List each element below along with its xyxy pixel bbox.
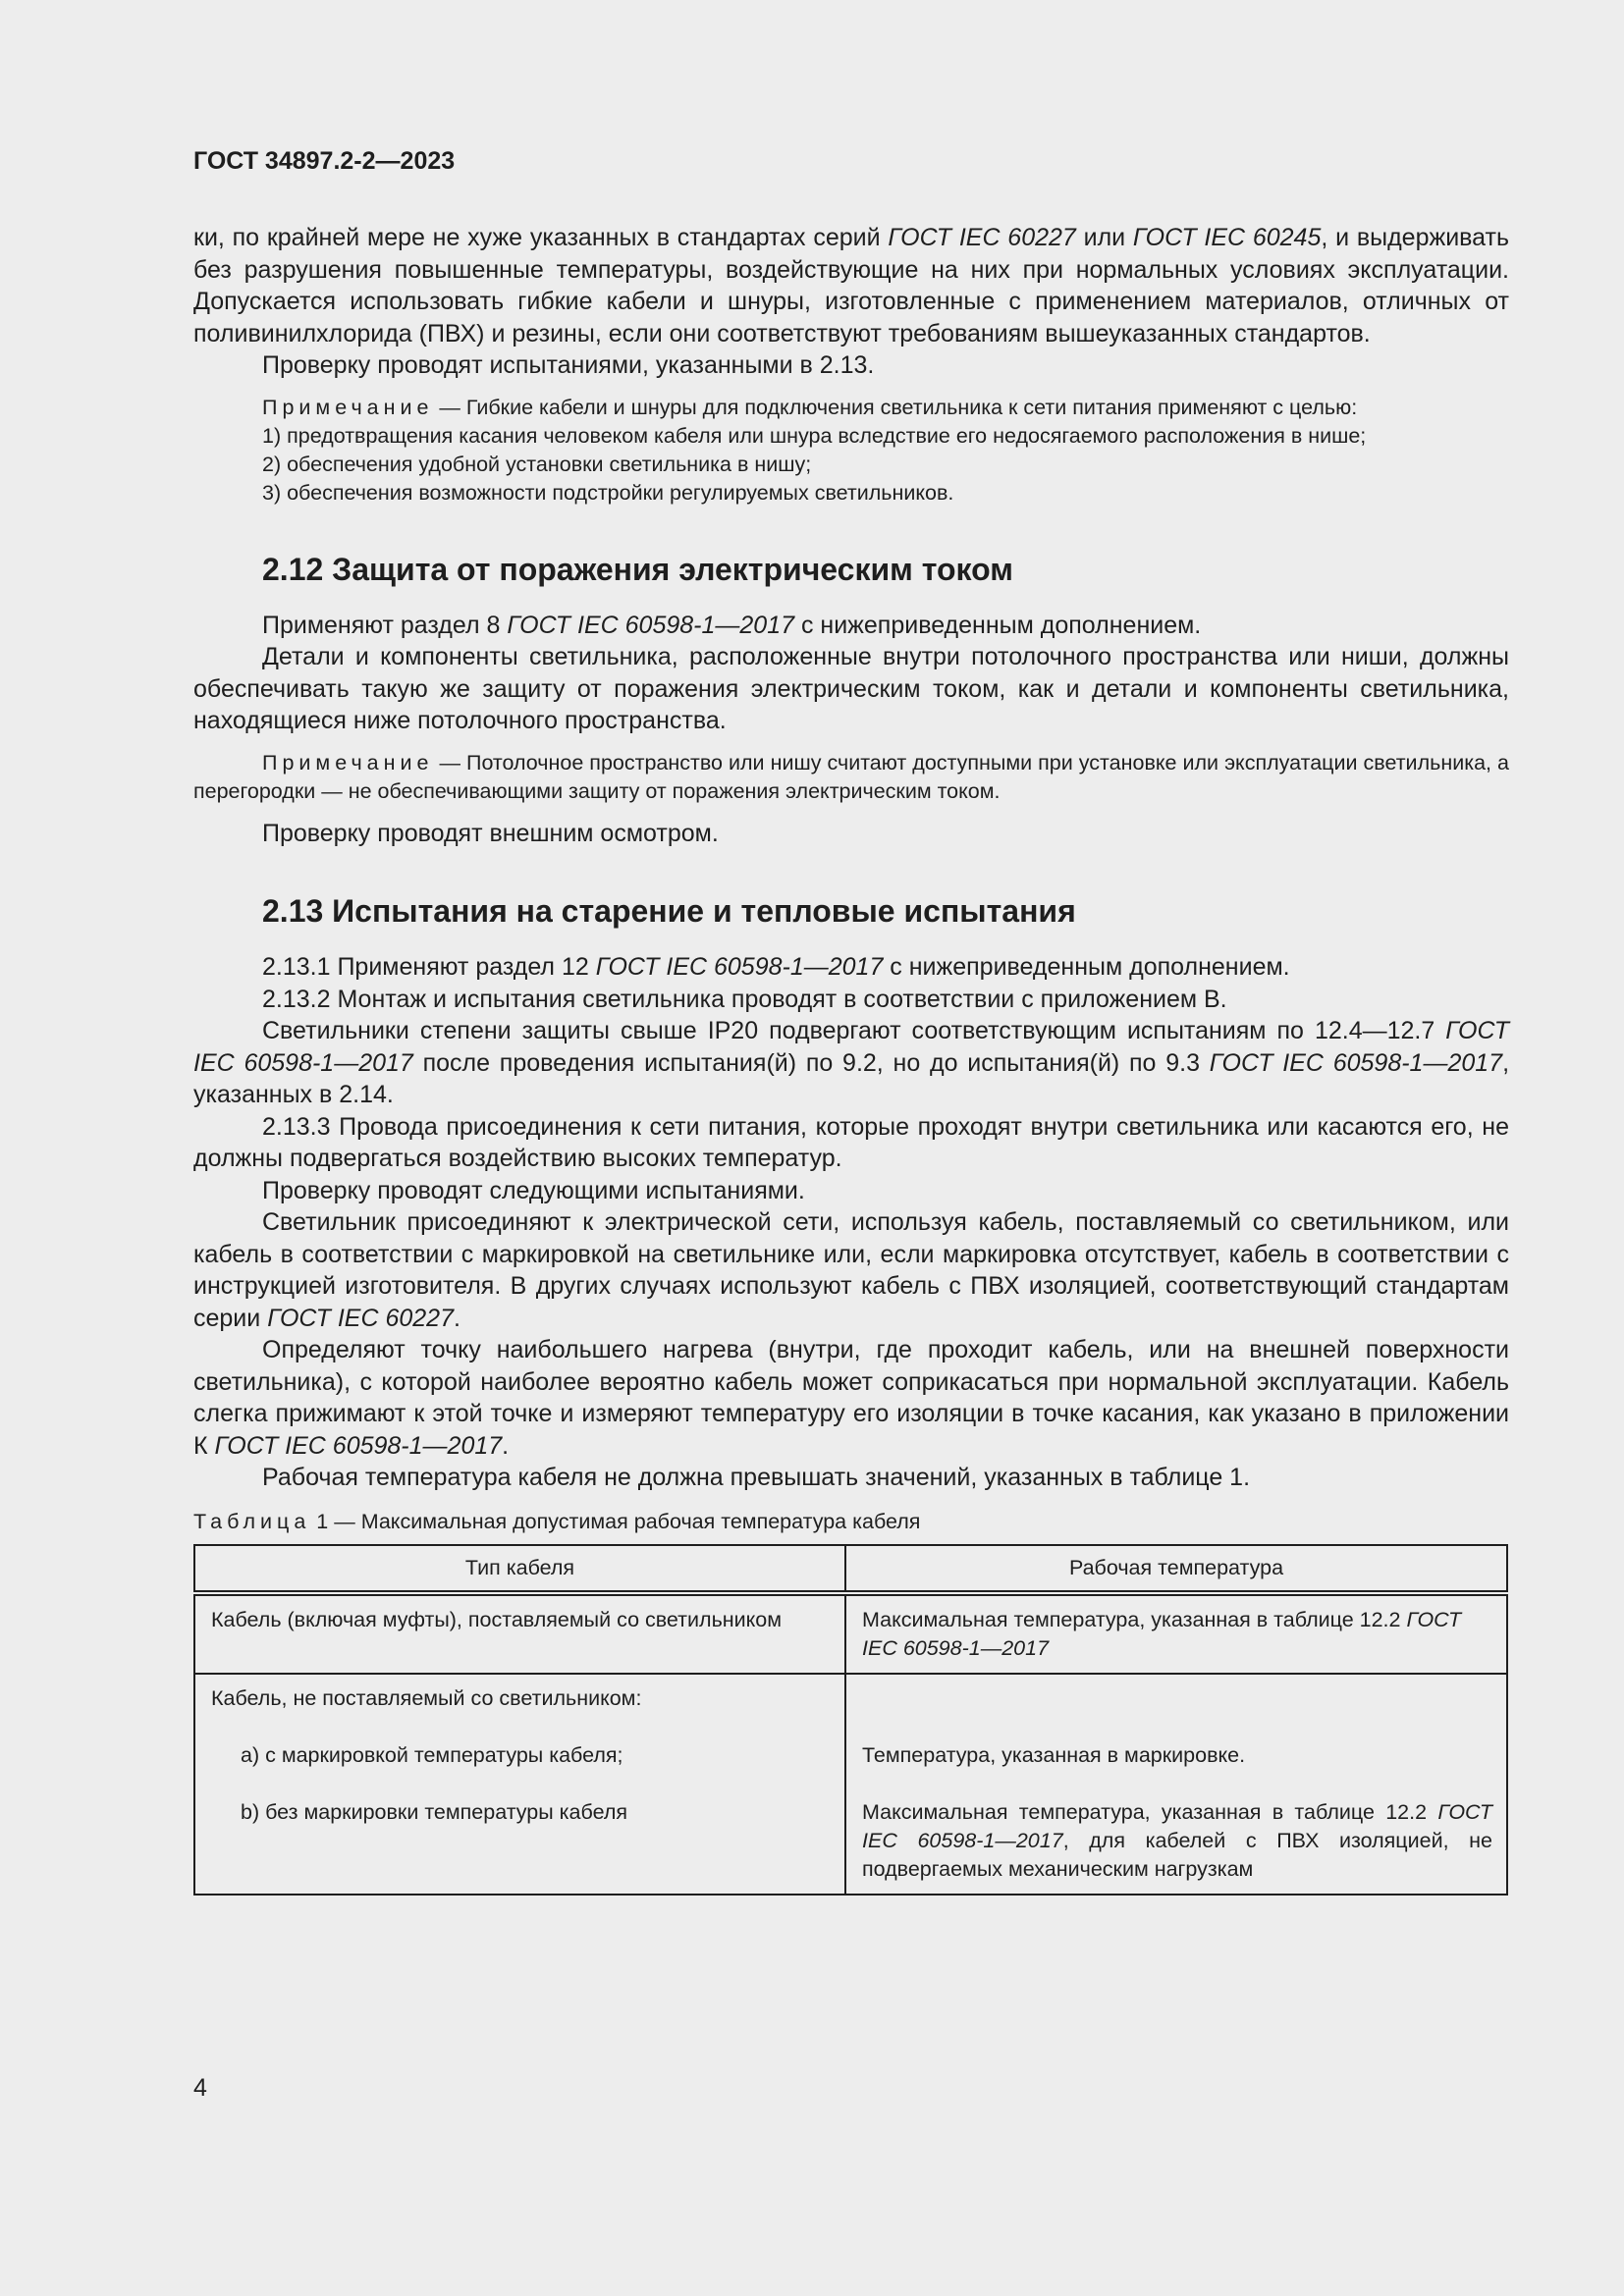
standard-reference: ГОСТ IEC 60598-1—2017 (507, 611, 794, 639)
cable-temperature-table (193, 1544, 1508, 1896)
page-content (193, 222, 1509, 1896)
spacer (193, 806, 1509, 818)
table-row (194, 1593, 1507, 1674)
page-number: 4 (193, 2074, 207, 2102)
standard-reference: ГОСТ IEC 60598-1—2017 (1209, 1048, 1503, 1077)
text-run: , для кабелей с ПВХ изоляцией, не подвергаемых механическим нагрузкам (862, 1828, 1493, 1881)
standard-reference: ГОСТ IEC 60598-1—2017 (595, 953, 884, 981)
header-cell-cable-type: Тип кабеля (194, 1545, 845, 1593)
text-run: с нижеприведенным дополнением. (883, 953, 1290, 981)
paragraph (193, 610, 1509, 642)
standard-reference: ГОСТ IEC 60598-1—2017 (862, 1607, 1462, 1660)
header-cell-temperature: Рабочая температура (845, 1545, 1507, 1593)
cell-line (862, 1798, 1492, 1884)
spacer (211, 1713, 831, 1741)
standard-reference: ГОСТ IEC 60598-1—2017 (193, 1017, 1509, 1077)
text-run: после проведения испытания(й) по 9.2, но до испытания(й) по 9.3 (412, 1048, 1210, 1077)
text-run: 2.13.1 Применяют раздел 12 (262, 953, 596, 981)
paragraph: Проверку проводят следующими испытаниями. (262, 1176, 805, 1204)
section-heading-2-13: 2.13 Испытания на старение и тепловые испытания (262, 893, 1076, 929)
note-intro (193, 394, 1509, 422)
note-paragraph (193, 749, 1509, 806)
cell-line: Температура, указанная в маркировке. (862, 1742, 1246, 1767)
caption-label: Таблица (193, 1509, 311, 1533)
text-run: Максимальная температура, указанная в таблице 12.2 (862, 1607, 1407, 1631)
text-run: с нижеприведенным дополнением. (794, 611, 1202, 639)
note-label: Примечание (262, 395, 434, 419)
paragraph (193, 951, 1509, 984)
check-paragraph: Проверку проводят испытаниями, указанными в 2.13. (262, 351, 875, 379)
standard-reference: ГОСТ IEC 60598-1—2017 (862, 1799, 1492, 1852)
check-paragraph: Проверку проводят внешним осмотром. (262, 819, 719, 847)
table-cell (845, 1674, 1507, 1895)
table-cell (845, 1593, 1507, 1674)
table-header-row (194, 1545, 1507, 1593)
standard-reference: ГОСТ IEC 60227 (888, 224, 1076, 251)
text-run: ки, по крайней мере не хуже указанных в стандартах серий (193, 224, 889, 251)
text-run: Максимальная температура, указанная в таблице 12.2 (862, 1799, 1438, 1824)
table-row (194, 1674, 1507, 1895)
cell-line: b) без маркировки температуры кабеля (241, 1799, 628, 1824)
cell-line: Кабель, не поставляемый со светильником: (211, 1685, 642, 1710)
paragraph: 2.13.2 Монтаж и испытания светильника проводят в соответствии с приложением В. (262, 985, 1227, 1013)
paragraph: Детали и компоненты светильника, расположенные внутри потолочного пространства или ниши, должны обеспечивать такую же защиту от поражения электрическим током, как и детали и компоненты светильника, находящиеся ниже потолочного пространства. (193, 643, 1509, 734)
text-run: . (502, 1431, 510, 1460)
text-run: или (1075, 224, 1133, 251)
text-run: , и выдерживать без разрушения повышенные температуры, воздействующие на них при нормальных условиях эксплуатации. Допускается использовать гибкие кабели и шнуры, изготовленные с применением материалов, отличных от поливинилхлорида (ПВХ) и резины, если они соответствуют требованиям вышеуказанных стандартов. (193, 224, 1510, 347)
spacer (862, 1684, 1492, 1741)
text-run: , указанных в 2.14. (193, 1048, 1510, 1108)
spacer (862, 1770, 1492, 1798)
table-cell (194, 1674, 845, 1895)
standard-reference: ГОСТ IEC 60245 (1132, 224, 1322, 251)
note-label: Примечание (262, 750, 434, 774)
paragraph: Рабочая температура кабеля не должна превышать значений, указанных в таблице 1. (262, 1464, 1251, 1491)
paragraph-continuation (193, 222, 1509, 349)
text-run: Светильники степени защиты свыше IP20 подвергают соответствующим испытаниям по 12.4—12.7 (262, 1017, 1446, 1044)
note-block (193, 749, 1509, 806)
text-run: Применяют раздел 8 (262, 611, 508, 639)
paragraph (193, 1206, 1509, 1334)
note-block (193, 394, 1509, 507)
table-cell: Кабель (включая муфты), поставляемый со светильником (194, 1593, 845, 1674)
standard-reference: ГОСТ IEC 60598-1—2017 (214, 1431, 503, 1460)
text-run: Определяют точку наибольшего нагрева (внутри, где проходит кабель, или на внешней поверхности светильника), с которой наиболее вероятно кабель может соприкасаться при нормальной эксплуатации. Кабель слегка прижимают к этой точке и измеряют температуру его изоляции в точке касания, как указано в приложении К (193, 1336, 1509, 1460)
note-list-item: 2) обеспечения удобной установки светильника в нишу; (262, 452, 812, 476)
standard-reference: ГОСТ IEC 60227 (267, 1304, 454, 1332)
paragraph (193, 1334, 1509, 1462)
table-caption (193, 1508, 1509, 1536)
note-text: — Гибкие кабели и шнуры для подключения светильника к сети питания применяют с целью: (433, 395, 1358, 419)
note-text: — Потолочное пространство или нишу считают доступными при установке или эксплуатации светильника, а перегородки — не обеспечивающими защиту от поражения электрическим током. (193, 750, 1509, 803)
paragraph: 2.13.3 Провода присоединения к сети питания, которые проходят внутри светильника или касаются его, не должны подвергаться воздействию высоких температур. (193, 1112, 1509, 1172)
cell-line: a) с маркировкой температуры кабеля; (241, 1742, 623, 1767)
section-heading-2-12: 2.12 Защита от поражения электрическим током (262, 551, 1013, 587)
spacer (211, 1770, 831, 1798)
note-list-item: 3) обеспечения возможности подстройки регулируемых светильников. (262, 480, 954, 505)
paragraph (193, 1015, 1509, 1111)
caption-text: 1 — Максимальная допустимая рабочая температура кабеля (310, 1509, 921, 1533)
standard-header: ГОСТ 34897.2-2—2023 (193, 147, 456, 175)
note-list-item: 1) предотвращения касания человеком кабеля или шнура вследствие его недосягаемого расположения в нише; (262, 423, 1367, 448)
text-run: . (453, 1304, 460, 1332)
text-run: Светильник присоединяют к электрической сети, используя кабель, поставляемый со светильником, или кабель в соответствии с маркировкой на светильнике или, если маркировка отсутствует, кабель в соответствии с инструкцией изготовителя. В других случаях используют кабель с ПВХ изоляцией, соответствующий стандартам серии (193, 1208, 1509, 1332)
